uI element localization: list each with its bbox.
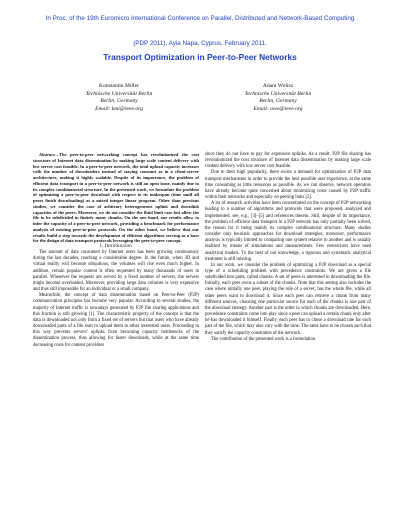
body-paragraph: The contribution of the presented work is a formulation: [211, 336, 316, 342]
body-paragraph: A lot of research activities have been concentrated on the concept of P2P networking leading to a number of algorithms and protocols that were proposed, analyzed and implemented, see, e.g., [3]–[5] and references therein. Still, despite of its importance, the problem of efficient data transport in a P2P network has only partially been solved, the reason for it being mainly its complex combinatorial structure. Many studies consider only heuristic approaches for download strategies; moreover, performance analysis is typically limited to comparing one system relative to another and is usually realized by means of simulations and measurements. Few researchers have used analytical models. To the best of our knowledge, a rigorous and systematic analytical treatment is still missing.: [205, 201, 371, 262]
author-block-2: [203, 83, 353, 113]
author-email: Email: kmi@ieee.org: [95, 105, 143, 112]
author-name: Konstantin Miller: [99, 83, 139, 89]
abstract: [33, 152, 199, 244]
body-paragraph: Due to their high popularity, there exists a demand for optimization of P2P data transport mechanisms in order to provide the best possible user experience, at the same time consuming as little resources as possible. As we can observe, network operators have already become quite concerned about minimizing costs caused by P2P traffic within their networks and especially on peering links [2].: [205, 170, 371, 201]
proceedings-header-line-2: (PDP 2011), Ayia Napa, Cyprus, February 2011.: [133, 40, 267, 47]
abstract-text: —The peer-to-peer networking concept has revolutionized the cost structure of Internet data dissemination by making large scale content delivery with low server cost feasible. In a peer-to-peer network, the total upload capacity increases with the number of downloaders instead of staying constant as in a client-server architecture, making it highly scalable. Despite of its importance, the problem of efficient data transport in a peer-to-peer network is still an open issue, mainly due to its complex combinatorial structure. In the presented work, we formulate the problem of optimizing a peer-to-peer download with respect to its makespan (time until all peers finish downloading) as a mixed integer linear program. Other than previous studies, we consider the case of arbitrary heterogeneous uplink and downlink capacities of the peers. Moreover, we do not consider the fluid limit case but allow the file to be subdivided in finitely many chunks. On the one hand, our results allow to infer the capacity of a peer-to-peer network, providing a benchmark for performance analysis of existing peer-to-peer protocols. On the other hand, we believe that our results build a step towards the development of efficient algorithms serving as a base for the design of data transport protocols leveraging the peer-to-peer concept.: [33, 152, 199, 244]
body-paragraph: In our work, we consider the problem of optimizing a P2P download as a special type of a scheduling problem with precedence constraints. We are given a file subdivided into parts, called chunks. A set of peers is interested in downloading the file. Initially, each peer owns a subset of the chunks. Note that this setting also includes the case where initially one peer, playing the role of a server, has the whole file, while all other peers want to download it. Since each peer can retrieve a chunk from many different sources, choosing one particular source for each of the chunks is one part of the download strategy. Another part is the order in which chunks are downloaded. Here, precedence constraints come into play since a peer can upload a certain chunk only after he has downloaded it himself. Finally, each peer has to chose a download rate for each part of the file, which may also vary with the time. The rates have to be chosen such that they satisfy the capacity constraints of the network.: [205, 262, 372, 336]
author-email: Email: awo@ieee.org: [253, 105, 303, 112]
left-column: [33, 152, 199, 349]
body-paragraph: since they do not have to pay for expensive uplinks. As a result, P2P file sharing has revolutionized the cost structure of Internet data dissemination by making large scale content delivery with low server cost feasible.: [205, 152, 371, 170]
author-city: Berlin, Germany: [100, 98, 138, 105]
abstract-label: Abstract: [39, 152, 55, 157]
right-column: [205, 152, 371, 343]
paper-title: Transport Optimization in Peer-to-Peer Networks: [103, 52, 297, 62]
author-city: Berlin, Germany: [259, 98, 297, 105]
intro-paragraph: The amount of data consumed by Internet users has been growing continuously during the last decades, reaching a considerable degree. In the future, when 3D and virtual reality will become ubiquitous, the volumes will rise even much higher. In addition, certain popular content is often requested by many thousands of users in parallel. Whenever the requests are served by a fixed number of servers, the servers might become overloaded. Moreover, providing large data volumes is very expensive and thus still impossible for an individual or a small company.: [33, 250, 199, 293]
author-affiliation: Technische Universität Berlin: [85, 90, 153, 97]
intro-paragraph: Meanwhile, the concept of data dissemination based on Peer-to-Peer (P2P) communication principles has become very popular. According to several studies, the majority of Internet traffic is nowadays generated by P2P file sharing applications and this fraction is still growing [1]. The characteristic property of the concept is that the data is downloaded not only from a fixed set of servers but that users who have already downloaded parts of a file start to upload them to other interested users. Proceeding in this way prevents servers' uplinks from becoming capacity bottlenecks of the dissemination process, thus allowing for faster downloads, while at the same time decreasing costs for content providers: [33, 293, 199, 348]
author-affiliation: Technische Universität Berlin: [244, 90, 312, 97]
section-heading-introduction: I. Introduction: [100, 244, 132, 249]
abstract-paragraph: [33, 152, 199, 244]
author-name: Adam Wolisz: [262, 83, 294, 89]
author-block-1: [44, 83, 194, 113]
proceedings-header-line-1: In Proc. of the 19th Euromicro International Conference on Parallel, Distributed and Network-Based Computing: [45, 15, 355, 22]
